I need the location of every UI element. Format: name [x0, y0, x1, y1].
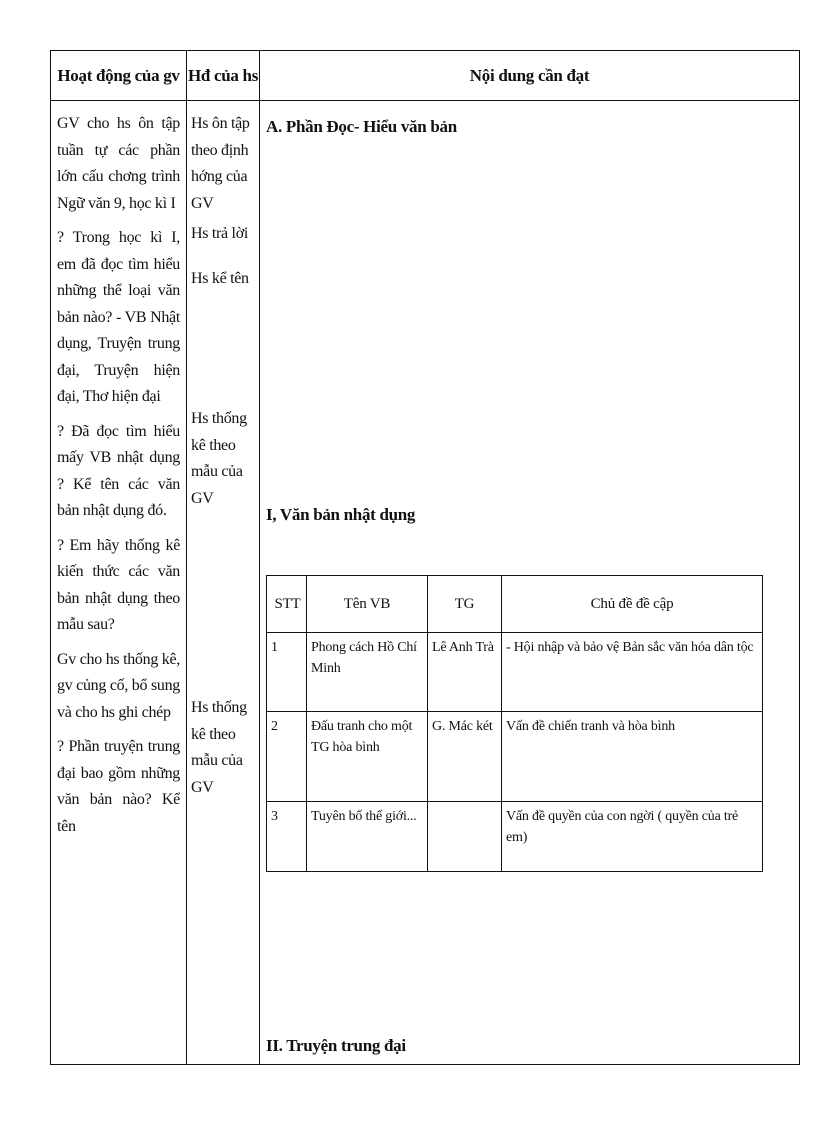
lesson-table [50, 50, 800, 1065]
hs-note: Hs kể tên [191, 270, 249, 287]
gv-paragraph: ? Em hãy thống kê kiến thức các văn bản nhật dụng theo mẫu sau? [57, 536, 180, 633]
inner-header-name: Tên VB [307, 576, 428, 633]
table-row [267, 712, 763, 802]
inner-header-stt: STT [267, 576, 307, 633]
hs-note: Hs trả lời [191, 225, 249, 242]
inner-header-topic: Chủ đề đề cập [502, 576, 763, 633]
teacher-activity-column [51, 101, 187, 1065]
cell-name: Phong cách Hồ Chí Minh [307, 633, 428, 712]
cell-topic: Vấn đề chiến tranh và hòa bình [502, 712, 763, 802]
header-content: Nội dung cần đạt [260, 51, 800, 101]
header-hs: Hđ của hs [187, 51, 260, 101]
hs-note: Hs thống kê theo mẫu của GV [191, 410, 247, 507]
inner-header-row [267, 576, 763, 633]
cell-author: Lê Anh Trà [428, 633, 502, 712]
cell-topic: Vấn đề quyền của con ngời ( quyền của trẻ em) [502, 802, 763, 872]
cell-topic: - Hội nhập và bảo vệ Bản sắc văn hóa dân tộc [502, 633, 763, 712]
table-row [267, 802, 763, 872]
cell-author [428, 802, 502, 872]
gv-paragraph: GV cho hs ôn tập tuần tự các phần lớn cấu chơng trình Ngữ văn 9, học kì I [57, 115, 180, 212]
cell-name: Đấu tranh cho một TG hòa bình [307, 712, 428, 802]
section-2-heading: II. Truyện trung đại [266, 1036, 406, 1055]
student-activity-column [187, 101, 260, 1065]
cell-stt: 1 [267, 633, 307, 712]
section-a-heading: A. Phần Đọc- Hiểu văn bản [266, 117, 457, 136]
cell-name: Tuyên bố thế giới... [307, 802, 428, 872]
section-1-heading: I, Văn bản nhật dụng [266, 505, 416, 524]
hs-note: Hs thống kê theo mẫu của GV [191, 699, 247, 796]
gv-paragraph: ? Đã đọc tìm hiểu mấy VB nhật dụng ? Kể tên các văn bản nhật dụng đó. [57, 422, 180, 519]
gv-paragraph: ? Trong học kì I, em đã đọc tìm hiểu những thể loại văn bản nào? - VB Nhật dụng, Truyện trung đại, Truyện hiện đại, Thơ hiện đại [57, 229, 180, 405]
header-gv: Hoạt động của gv [51, 51, 187, 101]
nhat-dung-table [266, 575, 763, 872]
cell-author: G. Mác két [428, 712, 502, 802]
content-column [260, 101, 800, 1065]
hs-note: Hs ôn tập theo định hớng của GV [191, 115, 250, 212]
table-row [267, 633, 763, 712]
cell-stt: 2 [267, 712, 307, 802]
inner-header-author: TG [428, 576, 502, 633]
gv-paragraph: Gv cho hs thống kê, gv củng cố, bổ sung và cho hs ghi chép [57, 650, 180, 721]
cell-stt: 3 [267, 802, 307, 872]
header-row [51, 51, 800, 101]
body-row [51, 101, 800, 1065]
gv-paragraph: ? Phần truyện trung đại bao gồm những văn bản nào? Kể tên [57, 738, 180, 835]
